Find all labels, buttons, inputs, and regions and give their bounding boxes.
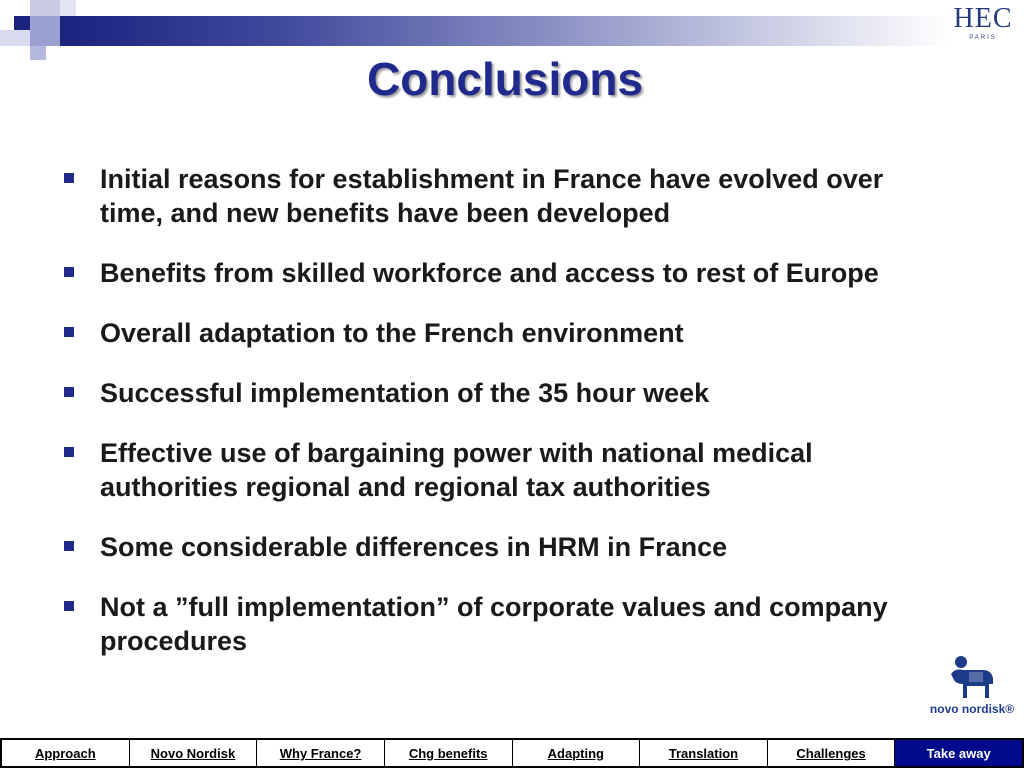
bullet-text: Benefits from skilled workforce and access to rest of Europe	[100, 258, 879, 288]
nav-tab-take-away[interactable]: Take away	[894, 740, 1024, 768]
bullet-text: Effective use of bargaining power with national medical authorities regional and regional tax authorities	[100, 438, 813, 502]
bottom-navigation	[0, 738, 1024, 768]
nav-tab-approach[interactable]: Approach	[0, 740, 129, 768]
square-bullet-icon	[64, 327, 74, 337]
bullet-item	[62, 256, 952, 290]
bullet-item	[62, 530, 952, 564]
bullet-item	[62, 162, 952, 230]
bullet-text: Successful implementation of the 35 hour week	[100, 378, 710, 408]
hec-logo-text: HEC	[953, 3, 1013, 34]
bullet-item	[62, 436, 952, 504]
nav-tab-adapting[interactable]: Adapting	[512, 740, 640, 768]
header-gradient-band	[60, 16, 950, 46]
bullet-text: Some considerable differences in HRM in France	[100, 532, 728, 562]
slide-title: Conclusions	[366, 53, 644, 105]
hec-logo-subtext: PARIS	[969, 35, 997, 41]
bullet-item	[62, 590, 952, 658]
apis-bull-icon	[947, 654, 997, 702]
square-bullet-icon	[64, 601, 74, 611]
novo-nordisk-logo	[926, 654, 1018, 720]
square-bullet-icon	[64, 541, 74, 551]
bullet-text: Not a ”full implementation” of corporate values and company procedures	[100, 592, 888, 656]
bullet-item	[62, 376, 952, 410]
bullet-text: Initial reasons for establishment in France have evolved over time, and new benefits have been developed	[100, 164, 884, 228]
square-bullet-icon	[64, 173, 74, 183]
bullet-item	[62, 316, 952, 350]
nav-tab-challenges[interactable]: Challenges	[767, 740, 895, 768]
square-bullet-icon	[64, 267, 74, 277]
bullet-list	[62, 162, 952, 684]
nav-tab-translation[interactable]: Translation	[639, 740, 767, 768]
square-bullet-icon	[64, 387, 74, 397]
hec-logo	[946, 4, 1020, 44]
nav-tab-why-france[interactable]: Why France?	[256, 740, 384, 768]
bullet-text: Overall adaptation to the French environment	[100, 318, 684, 348]
square-bullet-icon	[64, 447, 74, 457]
novo-nordisk-text: novo nordisk®	[929, 702, 1015, 716]
nav-tab-novo-nordisk[interactable]: Novo Nordisk	[129, 740, 257, 768]
nav-tab-chg-benefits[interactable]: Chg benefits	[384, 740, 512, 768]
